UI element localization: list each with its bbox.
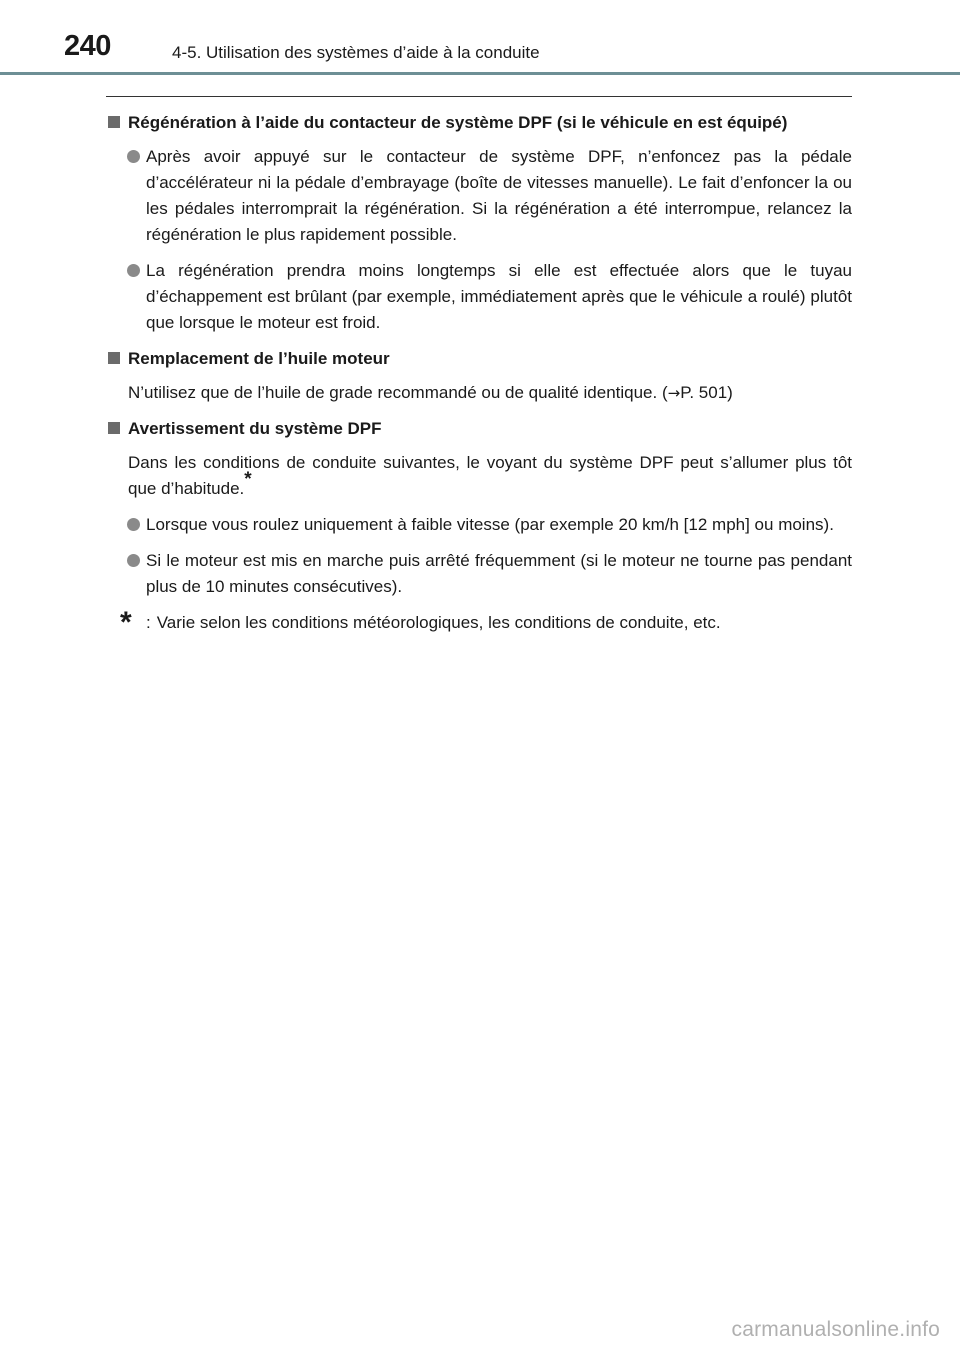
circle-bullet-icon	[127, 518, 140, 531]
list-item-text: Lorsque vous roulez uniquement à faible vitesse (par exemple 20 km/h [12 mph] ou moins).	[146, 515, 834, 534]
watermark: carmanualsonline.info	[731, 1318, 940, 1341]
chapter-title: 4-5. Utilisation des systèmes d’aide à la conduite	[172, 43, 540, 62]
paragraph-text: Dans les conditions de conduite suivantes, le voyant du système DPF peut s’allumer plus tôt que d’habitude.	[128, 453, 852, 498]
section-heading-warning	[106, 416, 852, 442]
square-bullet-icon	[108, 116, 120, 128]
circle-bullet-icon	[127, 554, 140, 567]
content-top-rule	[106, 96, 852, 97]
section-heading-text: Remplacement de l’huile moteur	[128, 349, 390, 368]
circle-bullet-icon	[127, 150, 140, 163]
paragraph-text: N’utilisez que de l’huile de grade recommandé ou de qualité identique. (	[128, 383, 668, 402]
header-rule	[0, 72, 960, 75]
page-content	[106, 110, 852, 639]
footnote	[106, 606, 852, 639]
list-item-text: Après avoir appuyé sur le contacteur de système DPF, n’enfoncez pas la pédale d’accélérateur ni la pédale d’embrayage (boîte de vitesses manuelle). Le fait d’enfoncer la ou les pédales interromprait la régénération. Si la régénération a été interrompue, relancez la régénération le plus rapidement possible.	[146, 147, 852, 244]
page-reference-link[interactable]: P. 501)	[680, 383, 733, 402]
section-heading-regeneration	[106, 110, 852, 136]
footnote-star-icon: *	[120, 606, 132, 639]
list-item-text: Si le moteur est mis en marche puis arrêté fréquemment (si le moteur ne tourne pas pendant plus de 10 minutes consécutives).	[146, 551, 852, 596]
square-bullet-icon	[108, 352, 120, 364]
footnote-marker: *	[244, 469, 252, 491]
square-bullet-icon	[108, 422, 120, 434]
warning-intro-paragraph	[106, 450, 852, 502]
list-item	[106, 512, 852, 538]
section-heading-text: Régénération à l’aide du contacteur de système DPF (si le véhicule en est équipé)	[128, 113, 788, 132]
circle-bullet-icon	[127, 264, 140, 277]
list-item	[106, 258, 852, 336]
oil-paragraph	[106, 380, 852, 406]
arrow-right-icon: →	[667, 384, 681, 402]
footnote-colon: :	[146, 613, 151, 632]
list-item	[106, 548, 852, 600]
footnote-text: Varie selon les conditions météorologiques, les conditions de conduite, etc.	[156, 613, 721, 632]
page-number: 240	[64, 30, 111, 62]
list-item-text: La régénération prendra moins longtemps si elle est effectuée alors que le tuyau d’échappement est brûlant (par exemple, immédiatement après que le véhicule a roulé) plutôt que lorsque le moteur est froid.	[146, 261, 852, 332]
section-heading-text: Avertissement du système DPF	[128, 419, 382, 438]
list-item	[106, 144, 852, 248]
section-heading-oil	[106, 346, 852, 372]
